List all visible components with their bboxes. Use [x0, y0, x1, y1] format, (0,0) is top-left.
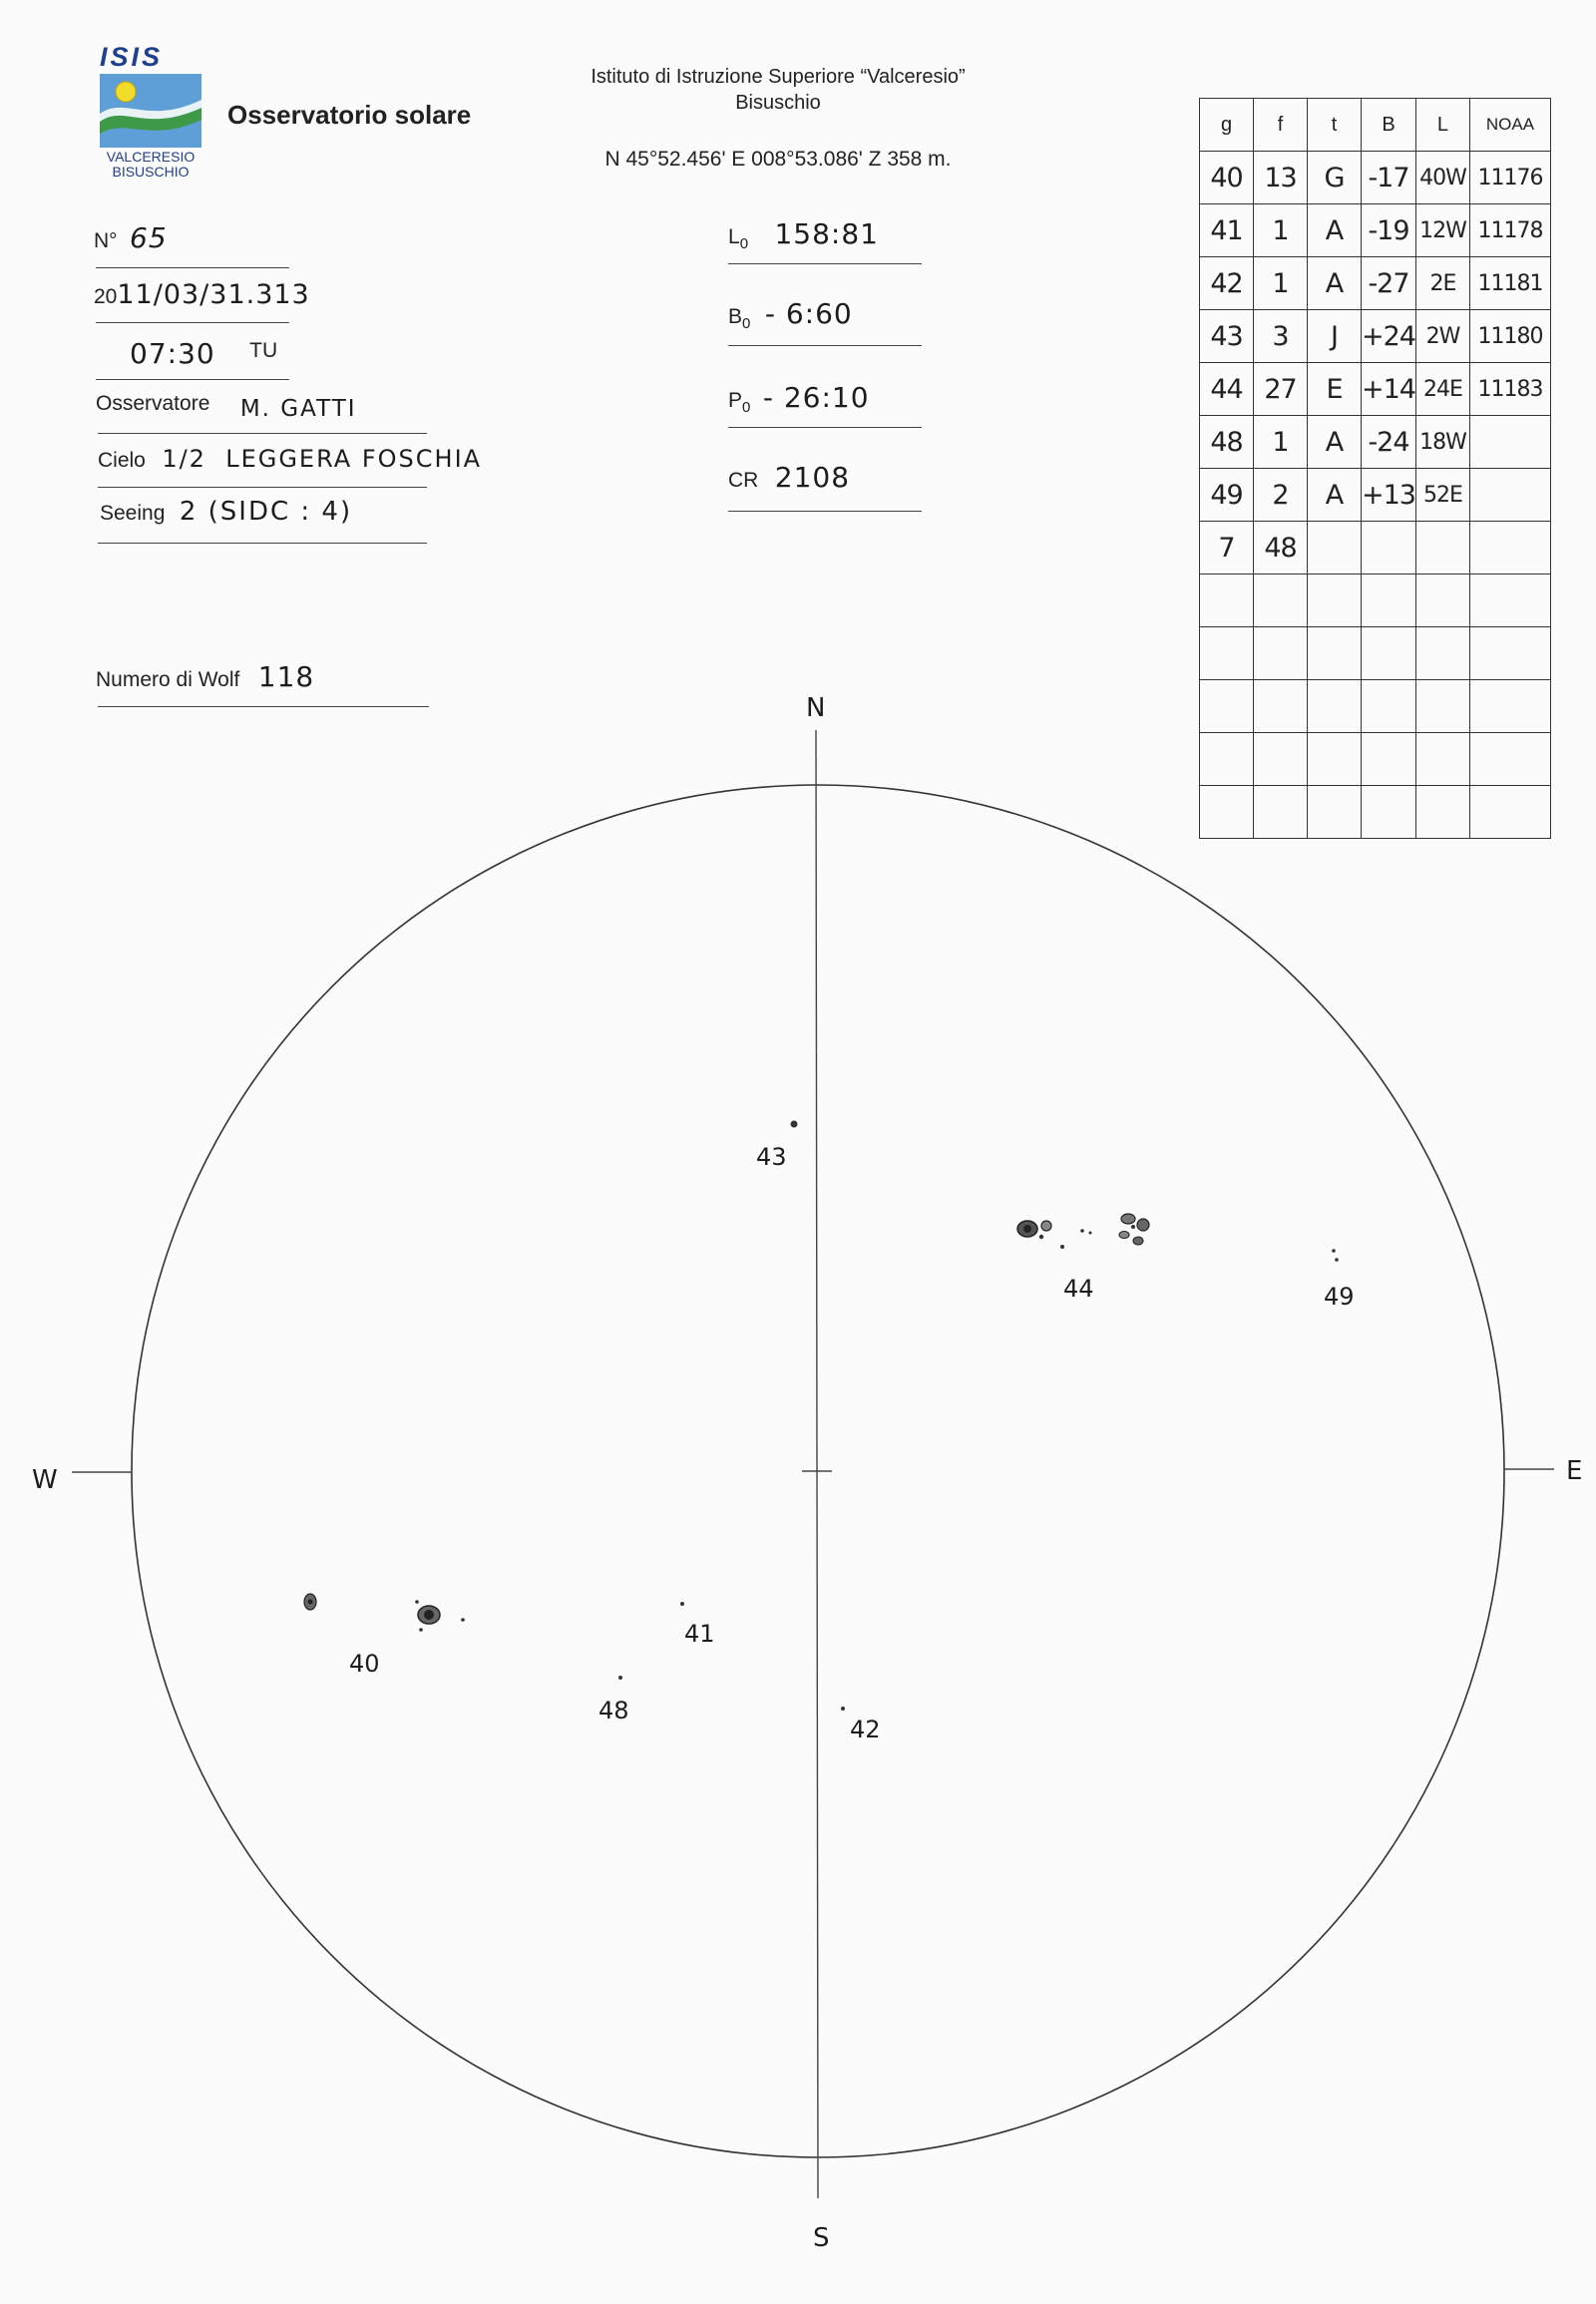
observer-label: Osservatore — [96, 392, 210, 415]
group-label-43: 43 — [756, 1143, 787, 1171]
institute-name: Istituto di Istruzione Superiore “Valceresio” — [591, 66, 966, 88]
sunspot-group-41 — [680, 1602, 684, 1606]
p0-label: $P_0$ — [728, 389, 751, 416]
east-label: E — [1566, 1456, 1583, 1486]
table-cell-spots: 3 — [1254, 310, 1308, 363]
table-cell-type: G — [1308, 152, 1362, 204]
cr-value: 2108 — [774, 461, 851, 494]
group-label-41: 41 — [684, 1620, 715, 1648]
south-label: S — [813, 2223, 830, 2253]
table-cell-group: 7 — [1200, 522, 1254, 575]
table-cell-latitude: +14 — [1362, 363, 1416, 416]
l0-value: 158:81 — [774, 217, 879, 250]
table-cell-noaa: 11178 — [1469, 204, 1550, 257]
table-cell-spots: 27 — [1254, 363, 1308, 416]
wolf-label: Numero di Wolf — [96, 668, 240, 691]
table-cell-type: A — [1308, 257, 1362, 310]
column-header-group: g — [1200, 99, 1254, 152]
table-cell-group: 43 — [1200, 310, 1254, 363]
north-south-axis — [816, 730, 818, 2198]
table-cell-type: A — [1308, 204, 1362, 257]
table-cell-spots: 13 — [1254, 152, 1308, 204]
sky-value: 1/2 LEGGERA FOSCHIA — [162, 445, 483, 473]
table-cell-spots: 1 — [1254, 257, 1308, 310]
sunspot-group-42 — [841, 1707, 845, 1711]
table-cell-latitude: -17 — [1362, 152, 1416, 204]
north-label: N — [806, 693, 826, 723]
institute-town: Bisuschio — [735, 92, 821, 114]
table-cell-longitude: 24E — [1415, 363, 1469, 416]
observatory-coordinates: N 45°52.456' E 008°53.086' Z 358 m. — [604, 148, 952, 171]
table-cell-group: 40 — [1200, 152, 1254, 204]
table-cell-type: A — [1308, 469, 1362, 522]
group-label-40: 40 — [349, 1650, 380, 1678]
table-cell-latitude: +13 — [1362, 469, 1416, 522]
table-cell-type: E — [1308, 363, 1362, 416]
number-label: N° — [94, 229, 118, 252]
table-cell-latitude: +24 — [1362, 310, 1416, 363]
logo-school-line1: VALCERESIO — [106, 149, 196, 165]
table-cell-noaa: 11180 — [1469, 310, 1550, 363]
table-cell-noaa: 11183 — [1469, 363, 1550, 416]
group-label-44: 44 — [1063, 1275, 1094, 1303]
b0-value: - 6:60 — [764, 297, 853, 330]
sunspot-group-49 — [1332, 1249, 1339, 1262]
sunspot-group-40 — [304, 1594, 465, 1632]
cr-label: CR — [728, 469, 759, 492]
table-cell-longitude: 52E — [1415, 469, 1469, 522]
table-cell-spots: 1 — [1254, 204, 1308, 257]
logo-school-line2: BISUSCHIO — [112, 164, 190, 180]
column-header-latitude: B — [1362, 99, 1416, 152]
column-header-type: t — [1308, 99, 1362, 152]
date-value: 11/03/31.313 — [117, 279, 310, 310]
p0-value: - 26:10 — [762, 381, 870, 414]
l0-label: $L_0$ — [728, 225, 749, 252]
table-cell-group: 42 — [1200, 257, 1254, 310]
group-label-49: 49 — [1324, 1283, 1355, 1311]
sunspot-group-44 — [1017, 1214, 1149, 1249]
time-value: 07:30 — [130, 337, 215, 370]
date-prefix: 20 — [94, 285, 118, 308]
table-cell-spots: 1 — [1254, 416, 1308, 469]
sky-label: Cielo — [98, 449, 146, 472]
sunspot-group-48 — [618, 1676, 622, 1680]
number-value: 65 — [130, 221, 168, 254]
west-label: W — [32, 1465, 58, 1495]
table-cell-group: 48 — [1200, 416, 1254, 469]
table-cell-latitude: -27 — [1362, 257, 1416, 310]
table-cell-longitude: 40W — [1415, 152, 1469, 204]
seeing-value: 2 (SIDC : 4) — [179, 497, 353, 527]
table-cell-longitude: 2W — [1415, 310, 1469, 363]
table-cell-spots: 2 — [1254, 469, 1308, 522]
table-cell-group: 44 — [1200, 363, 1254, 416]
table-cell-longitude: 12W — [1415, 204, 1469, 257]
seeing-label: Seeing — [100, 502, 166, 525]
wolf-value: 118 — [257, 660, 315, 693]
b0-label: $B_0$ — [728, 305, 751, 332]
table-cell-group: 41 — [1200, 204, 1254, 257]
group-label-42: 42 — [850, 1716, 881, 1743]
observer-value: M. GATTI — [239, 396, 357, 422]
group-label-48: 48 — [598, 1697, 629, 1725]
table-cell-longitude: 18W — [1415, 416, 1469, 469]
table-cell-latitude: -24 — [1362, 416, 1416, 469]
table-cell-spots: 48 — [1254, 522, 1308, 575]
column-header-spots: f — [1254, 99, 1308, 152]
time-unit: TU — [249, 339, 278, 362]
column-header-noaa: NOAA — [1469, 99, 1550, 152]
table-cell-group: 49 — [1200, 469, 1254, 522]
table-cell-longitude: 2E — [1415, 257, 1469, 310]
table-cell-type: A — [1308, 416, 1362, 469]
page-title: Osservatorio solare — [227, 100, 472, 130]
table-cell-type: J — [1308, 310, 1362, 363]
table-cell-noaa: 11181 — [1469, 257, 1550, 310]
column-header-longitude: L — [1415, 99, 1469, 152]
table-cell-latitude: -19 — [1362, 204, 1416, 257]
table-cell-noaa: 11176 — [1469, 152, 1550, 204]
logo-brand: ISIS — [100, 42, 164, 72]
sunspot-group-43 — [791, 1121, 798, 1128]
